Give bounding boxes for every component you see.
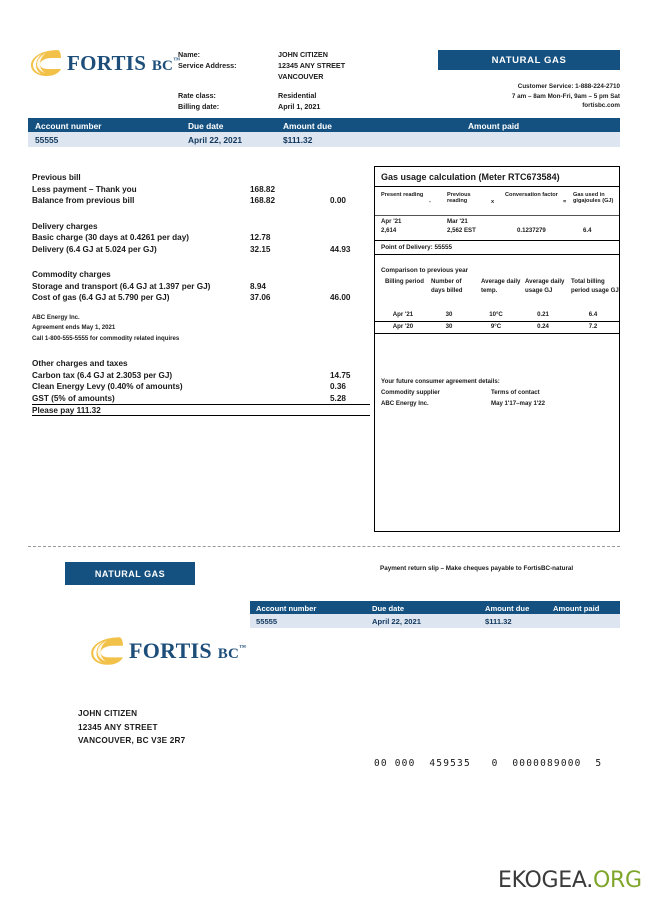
mailing-city: VANCOUVER, BC V3E 2R7 [78,736,186,745]
slip-account-row [250,614,620,628]
slip-service-badge: NATURAL GAS [65,562,195,585]
hdr-commodity-supplier: Commodity supplier [381,389,440,396]
row-cost-of-gas [32,292,370,304]
clean-energy-levy-amount: 0.36 [330,382,346,391]
account-summary-row [28,132,620,147]
fortisbc-swirl-icon [28,48,62,78]
operator-times: x [491,199,495,205]
row-less-payment [32,184,370,196]
hdr-previous-reading: Previous reading [447,192,471,204]
billing-date-label: Billing date: [178,102,220,111]
slip-col-account-number: Account number [256,603,317,613]
commodity-charges-title-text: Commodity charges [32,270,111,279]
mailing-name: JOHN CITIZEN [78,709,138,718]
less-payment-label: Less payment – Thank you [32,184,137,194]
commodity-charges-title [32,269,370,281]
logo-bc-text-slip: BC [217,646,239,662]
col-amount-paid: Amount paid [468,120,520,131]
fortisbc-swirl-icon-slip [88,635,124,667]
row-delivery [32,244,370,256]
fortisbc-wordmark [67,51,180,76]
ekogea-watermark [498,868,642,893]
balance-previous-label: Balance from previous bill [32,196,135,205]
mailing-address [78,707,185,748]
col-due-date: Due date [188,120,224,131]
service-type-badge: NATURAL GAS [438,50,620,70]
slip-col-amount-due: Amount due [485,603,530,613]
comparison-row-current [375,310,619,321]
previous-value: 2,562 EST [447,227,476,234]
basic-charge-amount: 12.78 [250,233,271,242]
tear-off-divider [28,546,620,547]
logo-tm: ™ [173,55,181,64]
fortisbc-logo [28,48,180,78]
cost-of-gas-amount: 37.06 [250,293,271,302]
rate-class-value: Residential [278,91,317,100]
supplier-name-note: ABC Energy Inc. [32,313,80,321]
supplier-phone-note[interactable]: Call 1-800-555-5555 for commodity related inquires [32,334,180,342]
comparison-header-row [375,278,619,310]
cost-of-gas-total: 46.00 [330,293,351,302]
taxes-title [32,358,370,370]
cur-total-usage: 6.4 [588,311,598,318]
delivery-charges-title [32,221,370,233]
commodity-supplier-notes [32,313,370,345]
slip-col-amount-paid: Amount paid [553,603,600,613]
billing-date-value: April 1, 2021 [278,102,321,111]
operator-minus: - [429,199,431,205]
present-value: 2,614 [381,227,397,234]
val-commodity-supplier: ABC Energy Inc. [381,400,429,407]
rate-class-label: Rate class: [178,91,216,100]
val-amount-due: $111.32 [283,135,313,145]
prev-period: Apr '20 [392,323,414,330]
please-pay-row [32,404,370,416]
spacer-2 [32,255,370,269]
carbon-tax-amount: 14.75 [330,370,351,380]
previous-bill-title-text: Previous bill [32,173,81,182]
balance-previous-total: 0.00 [330,196,346,205]
micr-line: 00 000 459535 0 0000089000 5 [374,758,603,769]
val-account-number: 55555 [35,135,59,145]
hdr-present-reading: Present reading [381,192,424,198]
mailing-street: 12345 ANY STREET [78,722,158,732]
hdr-avg-temp: Average daily temp. [481,278,521,294]
cur-avg-usage: 0.21 [537,311,549,318]
hdr-conversion-factor: Conversation factor [505,192,558,198]
watermark-dark-text: EKOGEA. [498,868,593,893]
clean-energy-levy-label: Clean Energy Levy (0.40% of amounts) [32,382,183,391]
row-clean-energy-levy [32,381,370,393]
spacer-3 [32,304,370,313]
cur-days: 30 [445,311,453,318]
fortisbc-logo-slip [88,635,246,667]
fortisbc-wordmark-slip [129,638,246,664]
row-storage-transport [32,281,370,293]
gas-usage-box [374,166,620,532]
gst-amount: 5.28 [330,393,346,403]
account-summary-header [28,118,620,132]
storage-transport-amount: 8.94 [250,281,266,291]
logo-fortis-text: FORTIS [67,50,147,75]
prev-days: 30 [445,323,453,330]
gas-usage-header-row [375,187,619,215]
slip-note: Payment return slip – Make cheques payable to FortisBC-natural [380,565,574,572]
name-label: Name: [178,50,200,59]
slip-val-account-number: 55555 [256,616,278,626]
service-address-line2: VANCOUVER [278,72,324,81]
spacer-1 [32,207,370,221]
gst-label: GST (5% of amounts) [32,393,115,403]
gas-usage-title: Gas usage calculation (Meter RTC673584) [381,172,560,182]
future-agreement-headers [381,387,613,398]
operator-equals: = [563,199,567,205]
future-agreement-values [381,398,613,409]
row-balance-previous [32,195,370,207]
val-terms-of-contact: May 1'17–may 1'22 [491,400,546,407]
logo-fortis-text-slip: FORTIS [129,638,212,663]
agreement-end-note: Agreement ends May 1, 2021 [32,324,116,331]
customer-service-block [400,82,620,111]
logo-bc-text: BC [151,57,174,74]
rate-meta-labels [178,90,219,112]
delivery-label: Delivery (6.4 GJ at 5.024 per GJ) [32,244,157,254]
watermark-green-text: ORG [592,868,642,893]
col-account-number: Account number [35,120,102,131]
cur-period: Apr '21 [392,311,414,318]
delivery-amount: 32.15 [250,244,271,254]
row-basic-charge [32,232,370,244]
please-pay-label: Please pay [32,406,75,415]
customer-service-phone: Customer Service: 1-888-224-2710 [517,83,620,90]
hdr-avg-usage: Average daily usage GJ [525,278,565,294]
hdr-terms-of-contact: Terms of contact [491,389,540,396]
delivery-total: 44.93 [330,244,351,254]
col-amount-due: Amount due [283,120,332,131]
customer-meta-values [278,49,345,82]
storage-transport-label: Storage and transport (6.4 GJ at 1.397 per GJ) [32,281,211,291]
logo-tm-slip: ™ [239,643,247,652]
customer-service-hours: 7 am – 8am Mon-Fri, 9am – 5 pm Sat [511,92,620,100]
customer-meta-labels [178,49,236,71]
slip-col-due-date: Due date [372,603,405,613]
service-address-label: Service Address: [178,61,237,70]
spacer-box [375,334,619,376]
charges-section [32,172,370,416]
comparison-row-previous [375,322,619,333]
slip-account-header [250,601,620,614]
val-due-date: April 22, 2021 [188,135,243,145]
future-agreement-title: Your future consumer agreement details: [381,378,500,385]
point-of-delivery: Point of Delivery: 55555 [381,244,453,251]
prev-avg-usage: 0.24 [537,323,549,330]
hdr-billing-period: Billing period [385,278,424,285]
service-address-line1: 12345 ANY STREET [278,61,346,70]
previous-bill-title [32,172,370,184]
spacer-4 [32,344,370,358]
carbon-tax-label: Carbon tax (6.4 GJ at 2.3053 per GJ) [32,370,173,380]
balance-previous-amount: 168.82 [250,196,276,205]
slip-val-due-date: April 22, 2021 [372,616,421,626]
conversion-factor-value: 0.1237279 [517,227,546,234]
hdr-gas-used: Gas used in gigajoules (GJ) [573,192,614,204]
row-carbon-tax [32,370,370,382]
hdr-total-usage: Total billing period usage GJ [571,278,619,294]
gas-usage-data-row [375,216,619,240]
customer-service-website[interactable]: fortisbc.com [582,102,620,109]
basic-charge-label: Basic charge (30 days at 0.4261 per day) [32,233,190,242]
rate-meta-values [278,90,320,112]
row-gst [32,393,370,405]
cur-temp: 10°C [489,311,503,318]
please-pay-amount: 111.32 [76,406,101,415]
slip-val-amount-due: $111.32 [485,616,512,626]
future-agreement-block [375,376,619,409]
customer-name: JOHN CITIZEN [278,50,328,59]
less-payment-amount: 168.82 [250,184,276,194]
present-month: Apr '21 [381,218,402,225]
previous-month: Mar '21 [447,218,468,225]
gas-used-value: 6.4 [583,227,592,234]
taxes-title-text: Other charges and taxes [32,359,128,368]
cost-of-gas-label: Cost of gas (6.4 GJ at 5.790 per GJ) [32,293,170,302]
comparison-title: Comparison to previous year [381,267,469,274]
prev-total-usage: 7.2 [588,323,598,330]
prev-temp: 9°C [490,323,502,330]
delivery-charges-title-text: Delivery charges [32,221,98,231]
hdr-days-billed: Number of days billed [431,278,463,294]
